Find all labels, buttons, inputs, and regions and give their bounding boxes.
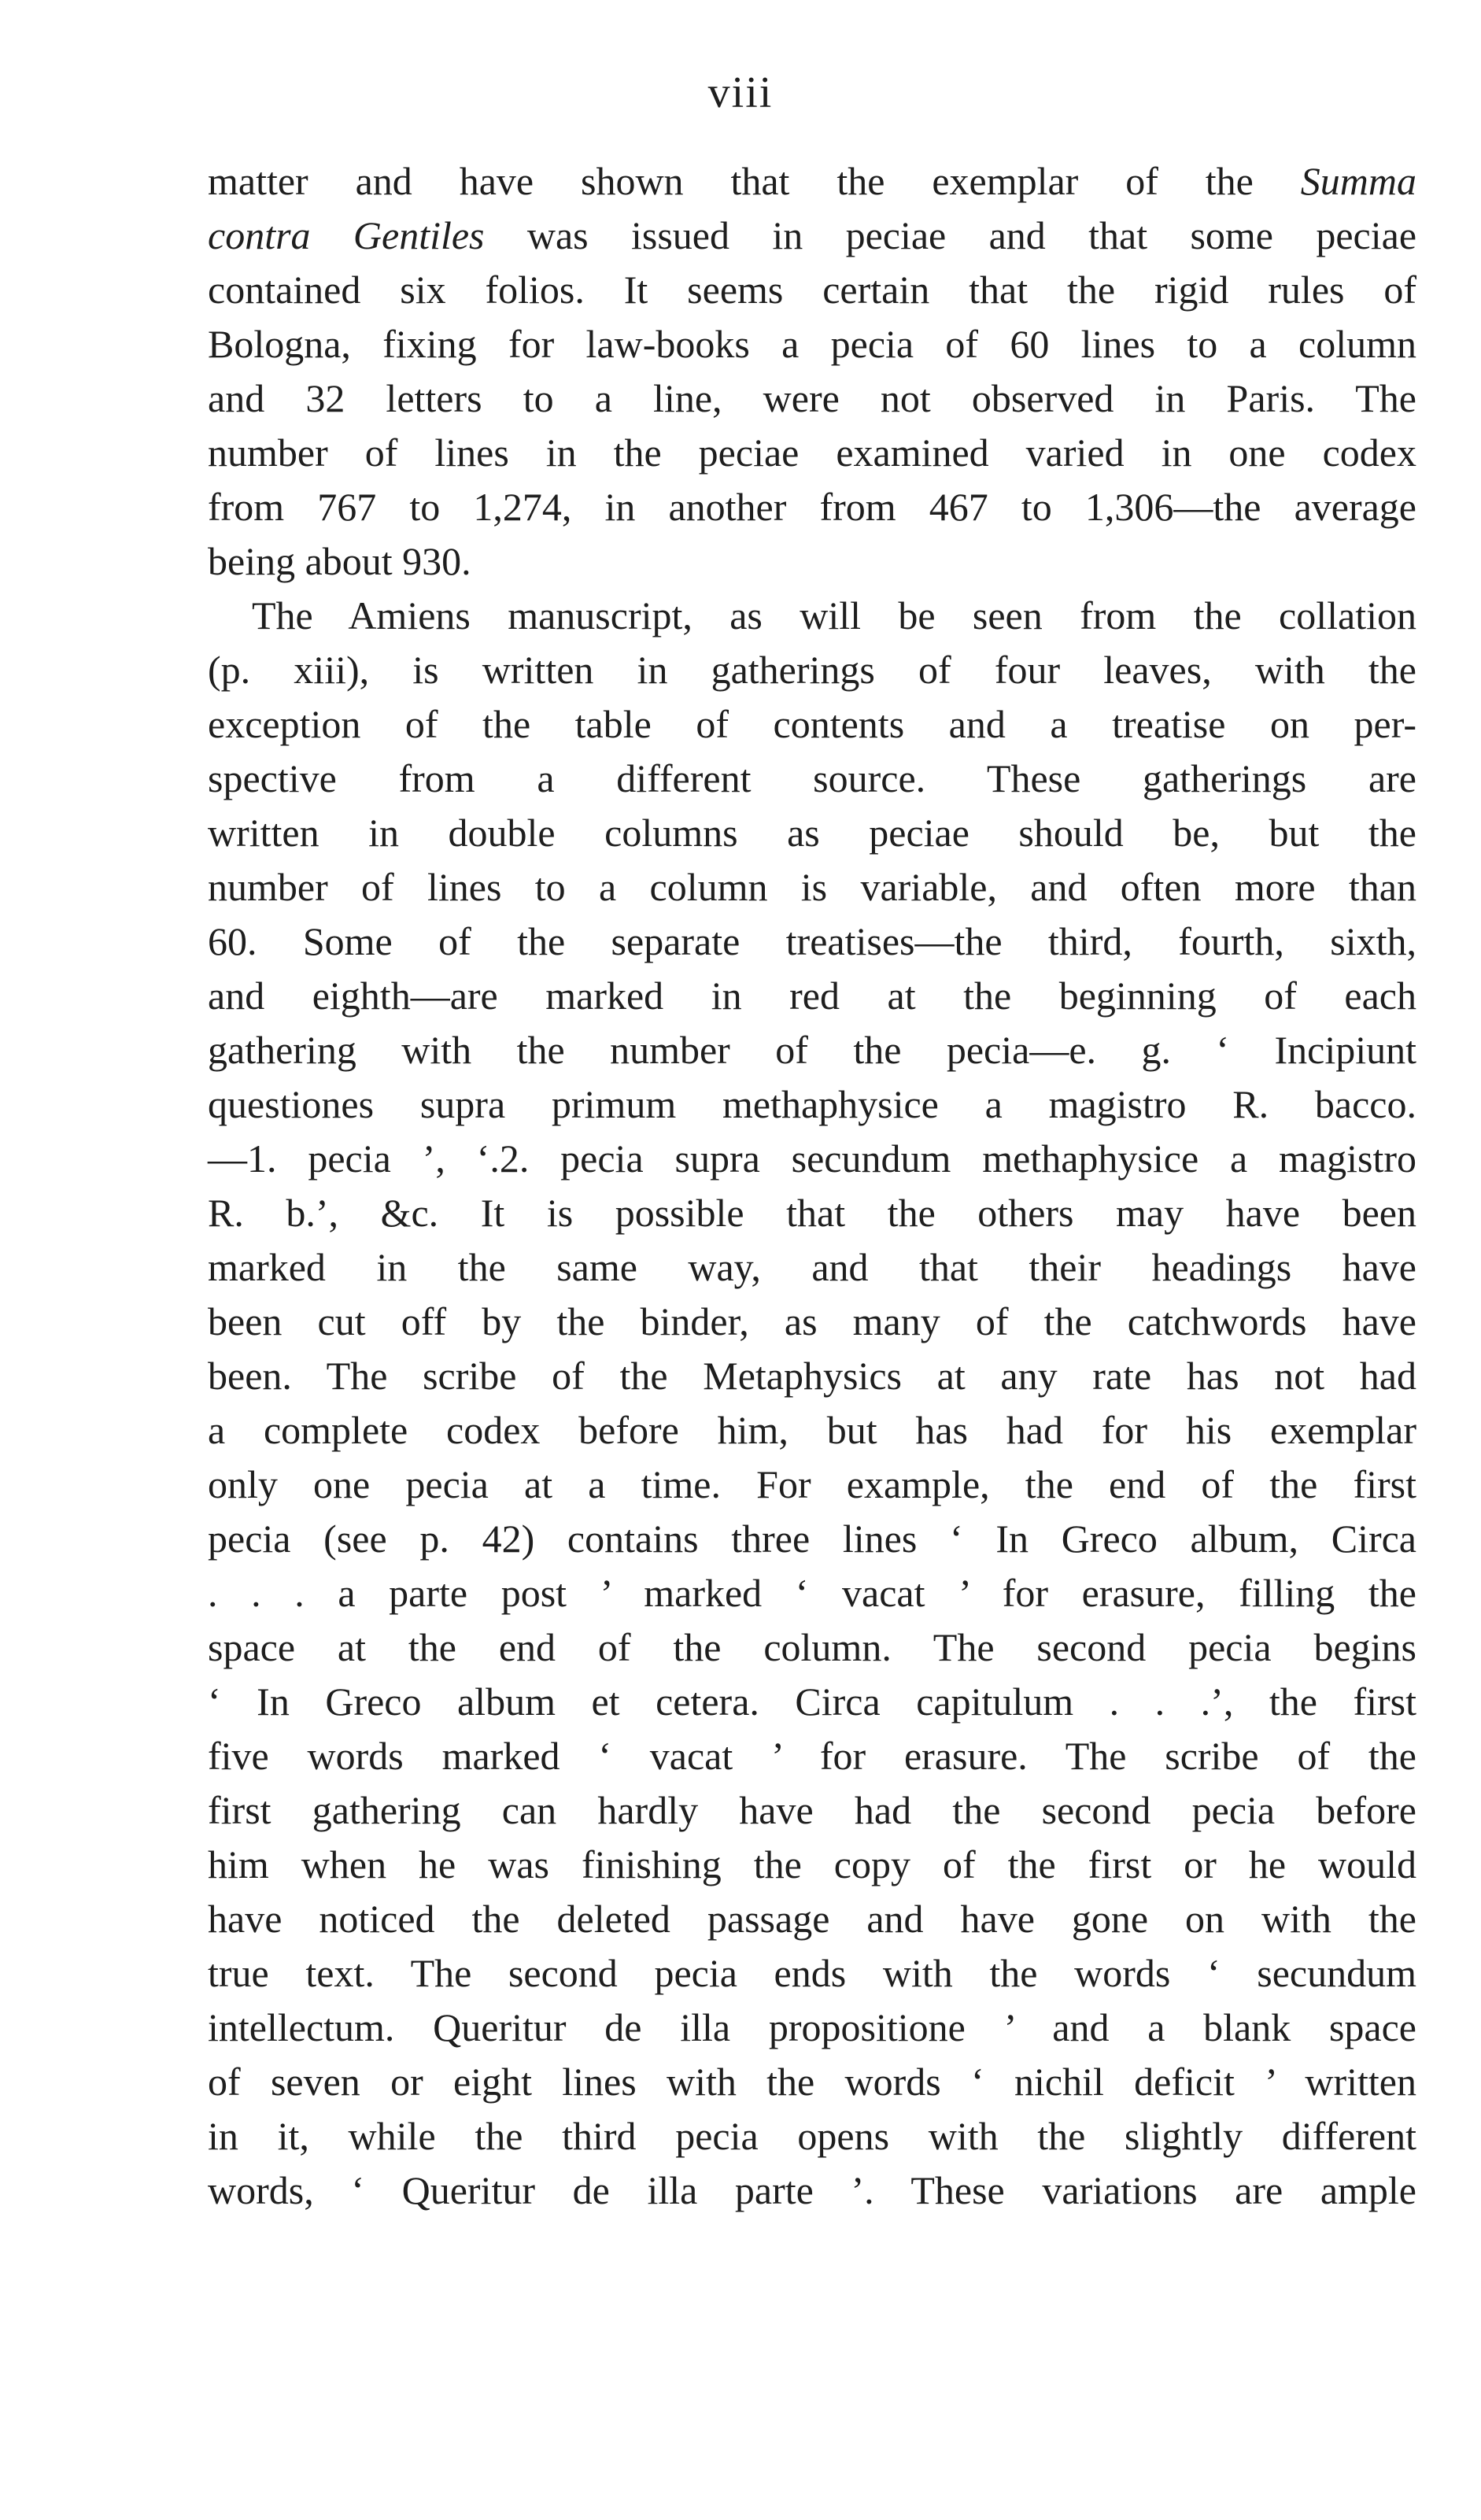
- text-line: pecia (see p. 42) contains three lines ‘ In Greco album, Circa: [208, 1517, 1416, 1561]
- text-line: [208, 209, 1416, 263]
- text-line: and eighth—are marked in red at the beginning of each: [208, 974, 1416, 1018]
- text-line: exception of the table of contents and a treatise on per-: [208, 702, 1416, 746]
- body-text: [208, 154, 1416, 2218]
- text-line: spective from a different source. These gatherings are: [208, 756, 1416, 800]
- text-line: contained six folios. It seems certain that the rigid rules of: [208, 268, 1416, 312]
- text-line: . . . a parte post ’ marked ‘ vacat ’ for erasure, filling the: [208, 1571, 1416, 1615]
- text-line: —1. pecia ’, ‘.2. pecia supra secundum methaphysice a magistro: [208, 1136, 1416, 1181]
- page-number: viii: [707, 68, 774, 117]
- text-line: being about 930.: [208, 539, 471, 583]
- text-line-roman: was issued in peciae and that some peciae: [484, 213, 1417, 257]
- text-line: in it, while the third pecia opens with the slightly different: [208, 2114, 1416, 2158]
- paragraph-1: [208, 154, 1416, 589]
- text-line: number of lines to a column is variable, and often more than: [208, 865, 1416, 909]
- text-line: true text. The second pecia ends with the words ‘ secundum: [208, 1951, 1416, 1995]
- text-line: and 32 letters to a line, were not observed in Paris. The: [208, 376, 1416, 420]
- text-line: first gathering can hardly have had the second pecia before: [208, 1788, 1416, 1832]
- text-line: questiones supra primum methaphysice a magistro R. bacco.: [208, 1082, 1416, 1126]
- text-line: 60. Some of the separate treatises—the third, fourth, sixth,: [208, 919, 1416, 963]
- text-line: five words marked ‘ vacat ’ for erasure. The scribe of the: [208, 1734, 1416, 1778]
- text-line: words, ‘ Queritur de illa parte ’. These variations are ample: [208, 2168, 1416, 2212]
- text-line: from 767 to 1,274, in another from 467 to 1,306—the average: [208, 485, 1416, 529]
- text-line: been cut off by the binder, as many of the catchwords have: [208, 1299, 1416, 1343]
- text-line: have noticed the deleted passage and have gone on with the: [208, 1897, 1416, 1941]
- text-line-roman: matter and have shown that the exemplar of the: [208, 159, 1254, 203]
- text-line: Bologna, fixing for law-books a pecia of 60 lines to a column: [208, 322, 1416, 366]
- italic-title: Summa: [1300, 159, 1416, 203]
- text-line: The Amiens manuscript, as will be seen from the collation: [252, 593, 1416, 637]
- text-line: a complete codex before him, but has had for his exemplar: [208, 1408, 1416, 1452]
- text-line: number of lines in the peciae examined varied in one codex: [208, 430, 1416, 475]
- text-line: him when he was finishing the copy of the first or he would: [208, 1842, 1416, 1886]
- text-line: ‘ In Greco album et cetera. Circa capitulum . . .’, the first: [208, 1679, 1416, 1724]
- text-line: marked in the same way, and that their headings have: [208, 1245, 1416, 1289]
- text-line: gathering with the number of the pecia—e. g. ‘ Incipiunt: [208, 1028, 1416, 1072]
- text-line: [208, 154, 1416, 209]
- text-line: been. The scribe of the Metaphysics at any rate has not had: [208, 1354, 1416, 1398]
- paragraph-2: [208, 589, 1416, 2218]
- text-line: only one pecia at a time. For example, the end of the first: [208, 1462, 1416, 1506]
- text-line: space at the end of the column. The second pecia begins: [208, 1625, 1416, 1669]
- text-line: intellectum. Queritur de illa propositione ’ and a blank space: [208, 2005, 1416, 2049]
- italic-title: contra Gentiles: [208, 213, 485, 257]
- text-line: written in double columns as peciae should be, but the: [208, 811, 1416, 855]
- text-line: of seven or eight lines with the words ‘ nichil deficit ’ written: [208, 2060, 1416, 2104]
- text-line: (p. xiii), is written in gatherings of four leaves, with the: [208, 648, 1416, 692]
- text-line: R. b.’, &c. It is possible that the others may have been: [208, 1191, 1416, 1235]
